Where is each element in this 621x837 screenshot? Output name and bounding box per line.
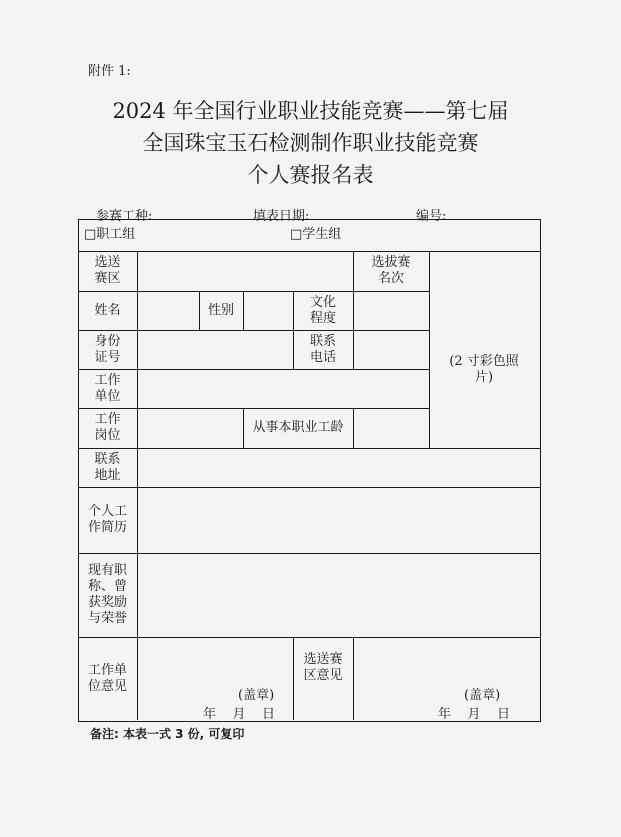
col-divider bbox=[137, 251, 138, 720]
row-divider bbox=[78, 251, 541, 252]
photo-placeholder: (2 寸彩色照 片) bbox=[449, 353, 519, 385]
selection-rank-label: 选拔赛 名次 bbox=[371, 255, 411, 286]
footnote: 备注: 本表一式 3 份, 可复印 bbox=[90, 727, 245, 741]
id-number-label: 身份 证号 bbox=[94, 333, 121, 365]
student-group-checkbox[interactable]: □学生组 bbox=[290, 227, 342, 242]
number-label: 编号: bbox=[416, 209, 447, 224]
registration-table bbox=[78, 219, 541, 722]
fill-date-label: 填表日期: bbox=[253, 209, 310, 224]
title-line-3: 个人赛报名表 bbox=[247, 163, 374, 187]
years-in-occupation-label: 从事本职业工龄 bbox=[252, 420, 344, 435]
region-label: 选送 赛区 bbox=[94, 255, 121, 286]
col-divider bbox=[243, 291, 244, 330]
col-divider bbox=[353, 291, 354, 369]
unit-opinion-label: 工作单 位意见 bbox=[87, 662, 127, 694]
education-label: 文化 程度 bbox=[309, 294, 336, 326]
name-label: 姓名 bbox=[94, 302, 121, 318]
region-opinion-label: 选送赛 区意见 bbox=[303, 652, 343, 683]
attachment-label: 附件 1: bbox=[88, 64, 131, 79]
row-divider bbox=[78, 487, 541, 488]
row-divider bbox=[78, 448, 541, 449]
gender-label: 性别 bbox=[207, 302, 234, 318]
region-date-label: 年 月 日 bbox=[438, 707, 511, 722]
phone-label: 联系 电话 bbox=[309, 333, 336, 365]
region-seal-label: (盖章) bbox=[464, 688, 501, 703]
work-unit-label: 工作 单位 bbox=[94, 372, 121, 404]
col-divider bbox=[353, 408, 354, 448]
titles-awards-label: 现有职 称、曾 获奖励 与荣誉 bbox=[87, 563, 127, 626]
row-divider bbox=[78, 553, 541, 554]
work-post-label: 工作 岗位 bbox=[94, 412, 121, 443]
craft-label: 参赛工种: bbox=[96, 209, 153, 224]
address-label: 联系 地址 bbox=[94, 451, 121, 483]
unit-seal-label: (盖章) bbox=[238, 688, 275, 703]
resume-label: 个人工 作简历 bbox=[87, 504, 127, 535]
title-line-2: 全国珠宝玉石检测制作职业技能竞赛 bbox=[142, 131, 479, 155]
col-divider bbox=[353, 637, 354, 720]
title-line-1: 2024 年全国行业职业技能竞赛——第七届 bbox=[112, 99, 509, 123]
unit-date-label: 年 月 日 bbox=[203, 707, 276, 722]
employee-group-checkbox[interactable]: □职工组 bbox=[84, 227, 136, 242]
